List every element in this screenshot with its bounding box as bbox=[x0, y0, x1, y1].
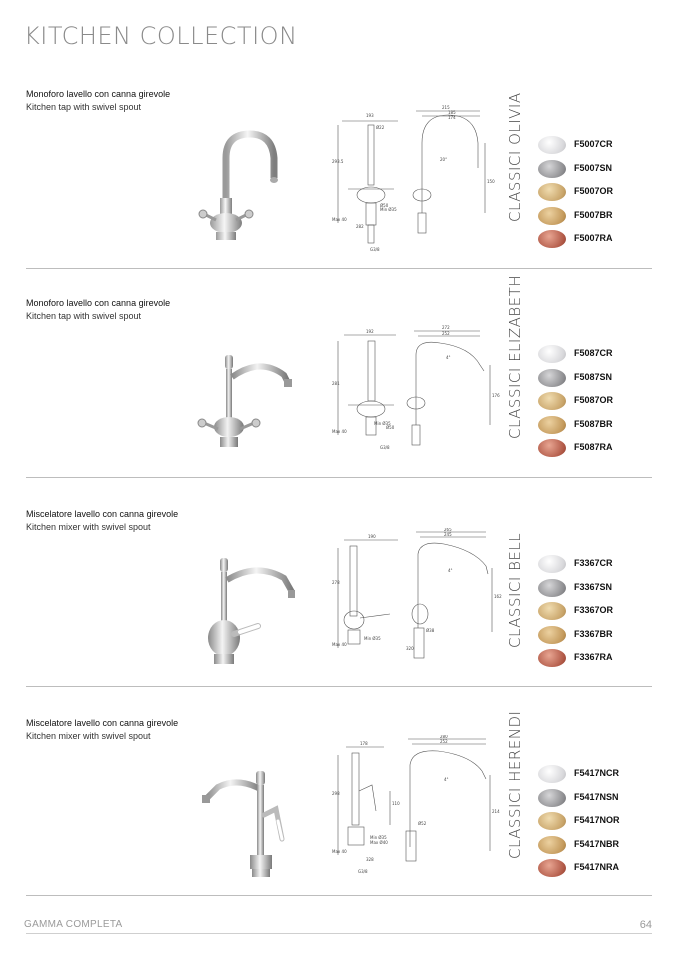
svg-text:193: 193 bbox=[366, 113, 374, 118]
section-divider bbox=[26, 477, 652, 478]
finish-swatch-chrome bbox=[538, 555, 566, 573]
footer-label: GAMMA COMPLETA bbox=[24, 919, 123, 930]
svg-text:162: 162 bbox=[494, 594, 502, 599]
finish-swatch-bronze bbox=[538, 416, 566, 434]
product-code: F5087RA bbox=[574, 442, 613, 452]
svg-text:G3/8: G3/8 bbox=[380, 445, 390, 450]
description-italian: Miscelatore lavello con canna girevole bbox=[26, 718, 179, 728]
product-section-bell bbox=[0, 508, 678, 688]
finish-swatch-copper bbox=[538, 230, 566, 248]
product-code: F5087SN bbox=[574, 371, 613, 382]
finish-swatch-copper bbox=[538, 439, 566, 457]
svg-text:252: 252 bbox=[440, 739, 448, 744]
finish-swatch-gold bbox=[538, 392, 566, 410]
product-code: F5007BR bbox=[574, 209, 613, 220]
svg-text:Ø38: Ø38 bbox=[426, 628, 435, 633]
technical-drawing bbox=[330, 103, 505, 258]
svg-text:174: 174 bbox=[448, 115, 456, 120]
product-code: F3367CR bbox=[574, 558, 613, 568]
product-description bbox=[26, 508, 178, 534]
product-code: F5417NRA bbox=[574, 862, 620, 872]
product-code: F5087BR bbox=[574, 418, 613, 429]
section-divider bbox=[26, 895, 652, 896]
svg-text:20°: 20° bbox=[440, 157, 448, 162]
collection-name: CLASSICI OLIVIA bbox=[506, 92, 524, 222]
finish-swatch-satin-nickel bbox=[538, 579, 566, 597]
svg-text:Max 40: Max 40 bbox=[332, 849, 347, 854]
page-title: KITCHEN COLLECTION bbox=[24, 22, 298, 50]
description-english: Kitchen mixer with swivel spout bbox=[26, 522, 151, 532]
product-section-olivia bbox=[0, 88, 678, 268]
svg-text:Ø22: Ø22 bbox=[376, 125, 385, 130]
collection-name: CLASSICI ELIZABETH bbox=[506, 274, 524, 439]
svg-text:280: 280 bbox=[440, 735, 448, 739]
finish-swatch-bronze bbox=[538, 836, 566, 854]
svg-text:Ø50: Ø50 bbox=[380, 203, 389, 208]
finish-swatch-bronze bbox=[538, 626, 566, 644]
finish-swatch-satin-nickel bbox=[538, 369, 566, 387]
finish-swatch-bronze bbox=[538, 207, 566, 225]
svg-text:328: 328 bbox=[366, 857, 374, 862]
finish-swatch-chrome bbox=[538, 345, 566, 363]
product-description bbox=[26, 717, 178, 743]
finish-swatch-chrome bbox=[538, 136, 566, 154]
product-code: F5087CR bbox=[574, 348, 613, 358]
page-number: 64 bbox=[639, 919, 652, 931]
svg-text:265: 265 bbox=[444, 528, 452, 532]
svg-text:192: 192 bbox=[366, 329, 374, 334]
finish-swatch-copper bbox=[538, 859, 566, 877]
svg-text:Max Ø40: Max Ø40 bbox=[370, 840, 388, 845]
product-code: F5087OR bbox=[574, 395, 614, 405]
svg-text:185: 185 bbox=[448, 110, 456, 115]
svg-text:282: 282 bbox=[356, 224, 364, 229]
technical-drawing bbox=[330, 735, 505, 880]
product-code: F5417NSN bbox=[574, 791, 619, 802]
description-english: Kitchen tap with swivel spout bbox=[26, 311, 142, 321]
product-code: F5007SN bbox=[574, 162, 613, 173]
svg-text:Min Ø35: Min Ø35 bbox=[370, 835, 387, 840]
product-code: F3367OR bbox=[574, 605, 614, 615]
svg-text:190: 190 bbox=[368, 534, 376, 539]
svg-text:Max 40: Max 40 bbox=[332, 642, 347, 647]
collection-name: CLASSICI BELL bbox=[506, 532, 524, 648]
section-divider bbox=[26, 268, 652, 269]
product-photo bbox=[198, 765, 308, 885]
finish-swatch-satin-nickel bbox=[538, 160, 566, 178]
finish-swatch-copper bbox=[538, 649, 566, 667]
product-code: F5417NCR bbox=[574, 768, 620, 778]
svg-text:Max 40: Max 40 bbox=[332, 217, 347, 222]
footer-rule bbox=[26, 933, 652, 934]
svg-text:G3/8: G3/8 bbox=[358, 869, 368, 874]
section-divider bbox=[26, 686, 652, 687]
finish-swatch-gold bbox=[538, 812, 566, 830]
technical-drawing bbox=[330, 325, 505, 460]
product-photo bbox=[190, 128, 300, 253]
product-photo bbox=[192, 347, 302, 457]
svg-text:Min Ø35: Min Ø35 bbox=[364, 636, 381, 641]
product-code: F3367BR bbox=[574, 628, 613, 639]
svg-text:245: 245 bbox=[444, 532, 452, 537]
svg-text:Ø50: Ø50 bbox=[386, 425, 395, 430]
svg-text:178: 178 bbox=[360, 741, 368, 746]
product-description bbox=[26, 297, 170, 323]
product-code: F5417NOR bbox=[574, 815, 620, 825]
collection-name: CLASSICI HERENDI bbox=[506, 710, 524, 859]
svg-text:Min Ø35: Min Ø35 bbox=[380, 207, 397, 212]
svg-text:Min Ø35: Min Ø35 bbox=[374, 421, 391, 426]
finish-swatch-chrome bbox=[538, 765, 566, 783]
product-description bbox=[26, 88, 170, 114]
svg-text:G3/8: G3/8 bbox=[370, 247, 380, 252]
product-photo bbox=[200, 552, 310, 672]
svg-text:4°: 4° bbox=[446, 355, 451, 360]
svg-text:Ø52: Ø52 bbox=[418, 821, 427, 826]
svg-text:214: 214 bbox=[492, 809, 500, 814]
svg-text:Max 40: Max 40 bbox=[332, 429, 347, 434]
description-italian: Monoforo lavello con canna girevole bbox=[26, 298, 171, 308]
product-code: F5007OR bbox=[574, 186, 614, 196]
product-code: F3367SN bbox=[574, 581, 613, 592]
svg-text:176: 176 bbox=[492, 393, 500, 398]
product-section-elizabeth bbox=[0, 274, 678, 477]
svg-text:320: 320 bbox=[406, 646, 414, 651]
product-code: F5007CR bbox=[574, 139, 613, 149]
svg-text:281: 281 bbox=[332, 381, 340, 386]
product-code: F5007RA bbox=[574, 233, 613, 243]
technical-drawing bbox=[330, 528, 505, 673]
svg-text:272: 272 bbox=[442, 325, 450, 330]
description-italian: Monoforo lavello con canna girevole bbox=[26, 89, 171, 99]
svg-text:252: 252 bbox=[442, 331, 450, 336]
svg-text:293.5: 293.5 bbox=[332, 159, 344, 164]
finish-swatch-satin-nickel bbox=[538, 789, 566, 807]
svg-text:298: 298 bbox=[332, 791, 340, 796]
product-section-herendi bbox=[0, 710, 678, 897]
svg-text:215: 215 bbox=[442, 105, 450, 110]
description-italian: Miscelatore lavello con canna girevole bbox=[26, 509, 179, 519]
description-english: Kitchen mixer with swivel spout bbox=[26, 731, 151, 741]
product-code: F5417NBR bbox=[574, 838, 620, 849]
finish-swatch-gold bbox=[538, 183, 566, 201]
description-english: Kitchen tap with swivel spout bbox=[26, 102, 142, 112]
finish-swatch-gold bbox=[538, 602, 566, 620]
product-code: F3367RA bbox=[574, 652, 613, 662]
svg-text:4°: 4° bbox=[448, 568, 453, 573]
svg-text:110: 110 bbox=[392, 801, 400, 806]
svg-text:4°: 4° bbox=[444, 777, 449, 782]
svg-text:278: 278 bbox=[332, 580, 340, 585]
svg-text:150: 150 bbox=[487, 179, 495, 184]
